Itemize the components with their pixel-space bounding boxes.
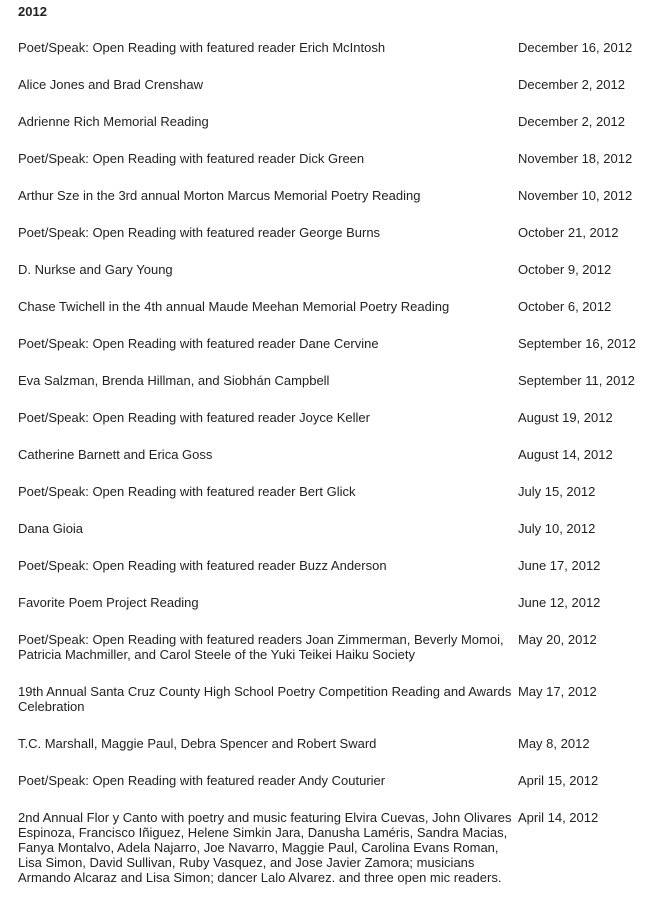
event-title: Favorite Poem Project Reading [18, 595, 199, 610]
event-date: November 10, 2012 [518, 188, 633, 203]
event-title: Poet/Speak: Open Reading with featured reader Dane Cervine [18, 336, 379, 351]
event-date: August 19, 2012 [518, 410, 613, 425]
event-row [18, 684, 654, 736]
event-row [18, 521, 654, 558]
event-date: September 16, 2012 [518, 336, 636, 351]
event-row [18, 373, 654, 410]
event-title: Chase Twichell in the 4th annual Maude Meehan Memorial Poetry Reading [18, 299, 450, 314]
event-row [18, 810, 654, 907]
event-date: December 2, 2012 [518, 114, 625, 129]
event-row [18, 736, 654, 773]
event-date: July 10, 2012 [518, 521, 596, 536]
event-title: 19th Annual Santa Cruz County High School Poetry Competition Reading and Awards Celebration [18, 684, 512, 714]
event-date: December 2, 2012 [518, 77, 625, 92]
event-row [18, 447, 654, 484]
event-date: May 8, 2012 [518, 736, 590, 751]
event-row [18, 773, 654, 810]
events-list [18, 40, 654, 907]
event-row [18, 336, 654, 373]
event-title: Poet/Speak: Open Reading with featured reader Dick Green [18, 151, 365, 166]
event-title: Catherine Barnett and Erica Goss [18, 447, 213, 462]
event-title: T.C. Marshall, Maggie Paul, Debra Spencer and Robert Sward [18, 736, 377, 751]
event-date: June 17, 2012 [518, 558, 601, 573]
event-title: 2nd Annual Flor y Canto with poetry and music featuring Elvira Cuevas, John Olivares Espinoza, Francisco Iñiguez, Helene Simkin Jara, Danusha Laméris, Sandra Macias, Fanya Montalvo, Adela Najarro, Joe Navarro, Maggie Paul, Carolina Evans Roman, Lisa Simon, David Sullivan, Ruby Vasquez, and Jose Javier Zamora; musicians Armando Alcaraz and Lisa Simon; dancer Lalo Alvarez. and three open mic readers. [18, 810, 512, 885]
event-row [18, 632, 654, 684]
event-title: Poet/Speak: Open Reading with featured readers Joan Zimmerman, Beverly Momoi, Patricia Machmiller, and Carol Steele of the Yuki Teikei Haiku Society [18, 632, 504, 662]
event-date: October 6, 2012 [518, 299, 612, 314]
event-title: Poet/Speak: Open Reading with featured reader Erich McIntosh [18, 40, 386, 55]
year-heading: 2012 [18, 4, 47, 19]
event-date: May 17, 2012 [518, 684, 597, 699]
event-title: Dana Gioia [18, 521, 84, 536]
event-title: Poet/Speak: Open Reading with featured reader George Burns [18, 225, 381, 240]
event-row [18, 114, 654, 151]
event-row [18, 558, 654, 595]
event-row [18, 410, 654, 447]
events-table [18, 40, 654, 907]
event-date: June 12, 2012 [518, 595, 601, 610]
event-date: August 14, 2012 [518, 447, 613, 462]
event-row [18, 40, 654, 77]
event-row [18, 299, 654, 336]
event-date: December 16, 2012 [518, 40, 633, 55]
event-date: April 14, 2012 [518, 810, 599, 825]
event-row [18, 225, 654, 262]
event-row [18, 262, 654, 299]
event-row [18, 151, 654, 188]
event-date: October 9, 2012 [518, 262, 612, 277]
event-title: Poet/Speak: Open Reading with featured reader Andy Couturier [18, 773, 386, 788]
event-title: Poet/Speak: Open Reading with featured reader Buzz Anderson [18, 558, 387, 573]
event-title: Poet/Speak: Open Reading with featured reader Joyce Keller [18, 410, 370, 425]
event-row [18, 77, 654, 114]
event-title: Alice Jones and Brad Crenshaw [18, 77, 203, 92]
event-title: Poet/Speak: Open Reading with featured reader Bert Glick [18, 484, 356, 499]
event-row [18, 595, 654, 632]
event-title: Eva Salzman, Brenda Hillman, and Siobhán Campbell [18, 373, 330, 388]
event-date: April 15, 2012 [518, 773, 599, 788]
event-title: Adrienne Rich Memorial Reading [18, 114, 209, 129]
event-date: May 20, 2012 [518, 632, 597, 647]
event-date: July 15, 2012 [518, 484, 596, 499]
event-date: October 21, 2012 [518, 225, 619, 240]
event-title: D. Nurkse and Gary Young [18, 262, 173, 277]
event-date: September 11, 2012 [518, 373, 635, 388]
event-date: November 18, 2012 [518, 151, 633, 166]
event-row [18, 188, 654, 225]
event-title: Arthur Sze in the 3rd annual Morton Marcus Memorial Poetry Reading [18, 188, 421, 203]
event-row [18, 484, 654, 521]
